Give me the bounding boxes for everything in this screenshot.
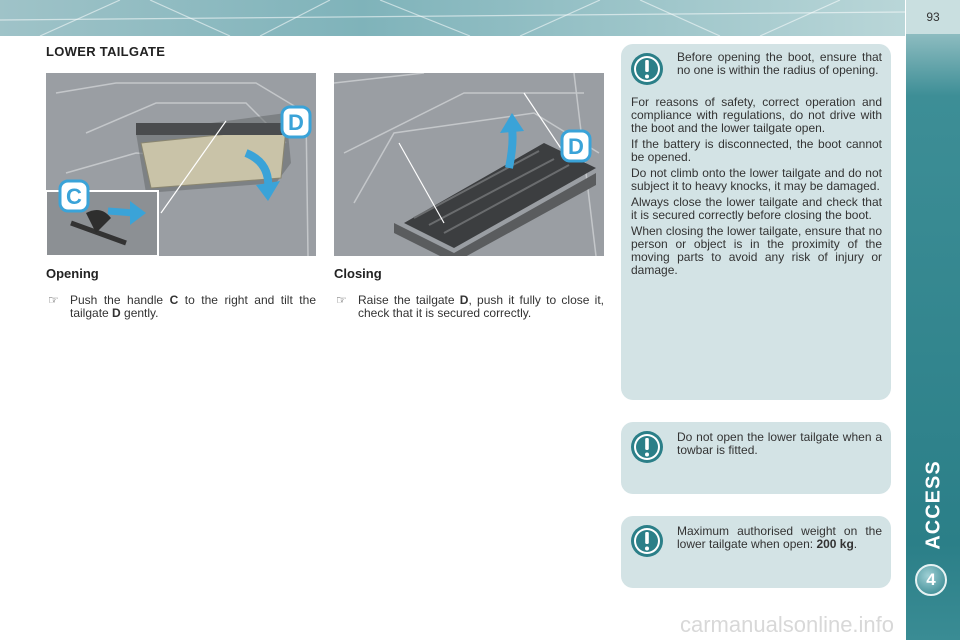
closing-figure xyxy=(334,73,604,256)
watermark: carmanualsonline.info xyxy=(680,612,895,637)
weight-warning-box xyxy=(621,516,891,588)
warning-icon xyxy=(630,524,664,558)
svg-text:D: D xyxy=(568,134,584,159)
svg-text:C: C xyxy=(66,184,82,209)
chapter-badge: 4 xyxy=(915,564,947,596)
warning-intro: Before opening the boot, ensure that no one is within the radius of opening. xyxy=(677,50,882,77)
towbar-warning-text: Do not open the lower tailgate when a towbar is fitted. xyxy=(677,430,882,457)
svg-text:D: D xyxy=(288,110,304,135)
opening-instruction: ☞ Push the handle C to the right and tilt the tailgate D gently. xyxy=(48,293,316,320)
marker-d xyxy=(282,107,310,137)
page-title: LOWER TAILGATE xyxy=(46,44,166,59)
towbar-warning-box xyxy=(621,422,891,494)
opening-figure xyxy=(46,73,316,256)
hand-pointer-icon: ☞ xyxy=(336,293,347,307)
warning-icon xyxy=(630,52,664,86)
header-band xyxy=(0,0,905,36)
closing-instruction: ☞ Raise the tailgate D, push it fully to close it, check that it is secured correctly. xyxy=(336,293,604,320)
safety-warning-box xyxy=(621,44,891,400)
marker-c xyxy=(60,181,88,211)
section-label: ACCESS xyxy=(922,460,945,550)
weight-warning-text: Maximum authorised weight on the lower tailgate when open: 200 kg. xyxy=(677,524,882,551)
warning-icon xyxy=(630,430,664,464)
opening-heading: Opening xyxy=(46,266,99,281)
marker-d xyxy=(562,131,590,161)
closing-heading: Closing xyxy=(334,266,382,281)
hand-pointer-icon: ☞ xyxy=(48,293,59,307)
warning-details: For reasons of safety, correct operation and compliance with regulations, do not drive with the boot and the lower tailgate open. If the battery is disconnected, the boot cannot be opened. Do not climb onto the lower tailgate and do not subject it to heavy knocks, it may be damaged. Always close the lower tailgate and check that it is secured correctly before closing the boot. When closing the lower tailgate, ensure that no person or object is in the proximity of the moving parts to avoid any risk of injury or damage. xyxy=(631,95,882,277)
page-number: 93 xyxy=(906,0,960,34)
